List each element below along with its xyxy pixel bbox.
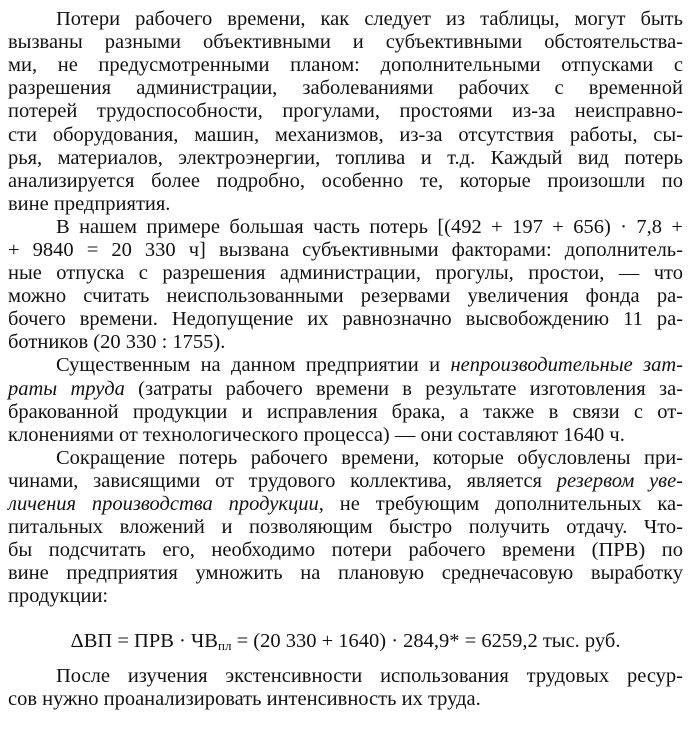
paragraph-1-line-5: потерей трудоспособности, прогулами, простоями из-за неисправно-	[8, 100, 683, 122]
paragraph-3-line-2	[8, 378, 683, 401]
paragraph-1-line-7: рья, материалов, электроэнергии, топлива и т.д. Каждый вид потерь	[8, 147, 683, 169]
paragraph-4-line-1: Сокращение потерь рабочего времени, которые обусловлены при-	[56, 447, 683, 469]
emphasis-reserve: резервом уве-	[556, 470, 683, 492]
paragraph-3-text: Существенным на данном предприятии и	[56, 354, 451, 376]
formula-subscript: пл	[217, 638, 232, 653]
paragraph-4-line-2	[8, 470, 683, 493]
paragraph-1-line-2: вызваны разными объективными и субъективными обстоятельства-	[8, 31, 683, 53]
paragraph-1-line-6: сти оборудования, машин, механизмов, из-за отсутствия работы, сы-	[8, 124, 683, 146]
paragraph-2-line-3: ные отпуска с разрешения администрации, прогулы, простои, — что	[8, 262, 683, 284]
paragraph-2-line-5: бочего времени. Недопущение их равнозначно высвобождению 11 ра-	[8, 308, 683, 330]
paragraph-2-line-6: ботников (20 330 : 1755).	[8, 331, 226, 353]
paragraph-4-line-3	[8, 493, 683, 516]
paragraph-4-line-5: бы подсчитать его, необходимо потери рабочего времени (ПРВ) по	[8, 539, 683, 561]
paragraph-1-line-8: анализируется более подробно, особенно те, которые произошли по	[8, 170, 683, 192]
emphasis-unproductive-costs: непроизводительные зат-	[450, 354, 683, 376]
paragraph-5-line-2: сов нужно проанализировать интенсивность их труда.	[8, 688, 481, 710]
paragraph-5-line-1: После изучения экстенсивности использования трудовых ресур-	[56, 665, 683, 687]
formula-lhs: ΔВП = ПРВ · ЧВ	[70, 630, 218, 652]
paragraph-4-line-7: продукции:	[8, 585, 109, 607]
paragraph-1-line-1: Потери рабочего времени, как следует из таблицы, могут быть	[56, 8, 683, 30]
emphasis-production-increase: личения производства продукции	[8, 493, 319, 515]
paragraph-3-line-3: бракованной продукции и исправления брака, а также в связи с от-	[8, 401, 683, 423]
paragraph-3-line-4: клонениями от технологического процесса) — они составляют 1640 ч.	[8, 424, 625, 446]
paragraph-4-text: , не требующим дополнительных ка-	[318, 493, 683, 515]
paragraph-2-line-2: + 9840 = 20 330 ч] вызвана субъективными факторами: дополнитель-	[8, 239, 683, 261]
formula	[0, 630, 691, 653]
paragraph-1-line-4: разрешения администрации, заболеваниями рабочих с временной	[8, 77, 683, 99]
paragraph-2-line-4: можно считать неиспользованными резервами увеличения фонда ра-	[8, 285, 683, 307]
paragraph-1-line-3: ми, не предусмотренными планом: дополнительными отпусками с	[8, 54, 683, 76]
paragraph-1-line-9: вине предприятия.	[8, 193, 171, 215]
formula-rhs: = (20 330 + 1640) · 284,9* = 6259,2 тыс. руб.	[231, 630, 621, 652]
paragraph-2-line-1: В нашем примере большая часть потерь [(492 + 197 + 656) · 7,8 +	[56, 216, 683, 238]
emphasis-labor: раты труда	[8, 378, 125, 400]
paragraph-3-text: (затраты рабочего времени в результате изготовления за-	[124, 378, 683, 400]
paragraph-4-line-4: питальных вложений и позволяющим быстро получить отдачу. Что-	[8, 516, 683, 538]
paragraph-4-line-6: вине предприятия умножить на плановую среднечасовую выработку	[8, 562, 683, 584]
paragraph-4-text: чинами, зависящими от трудового коллектива, является	[8, 470, 557, 492]
paragraph-3-line-1	[8, 354, 683, 377]
